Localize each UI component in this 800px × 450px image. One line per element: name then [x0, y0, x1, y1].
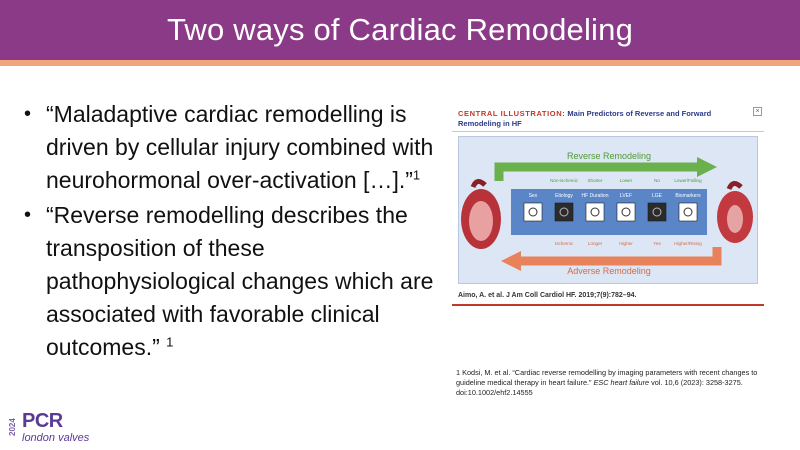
title-bar [0, 0, 800, 60]
pcr-logo [8, 410, 128, 444]
echo-scan-icon [617, 203, 635, 221]
dilated-heart-icon [461, 181, 501, 249]
adverse-value: Longer [587, 241, 603, 246]
central-illustration [452, 106, 764, 306]
footnote-journal: ESC heart failure [593, 378, 650, 387]
test-tube-icon [679, 203, 697, 221]
illustration-heading: Main Predictors of Reverse and Forward Remodeling in HF [458, 109, 712, 128]
predictor-name: LVEF [619, 193, 633, 199]
footnote-main: 1 Kodsi, M. et al. “Cardiac reverse remodelling by imaging parameters with recent changes to guideline medical therapy in heart failure.” [456, 368, 758, 387]
sex-symbols-icon [524, 203, 542, 221]
logo-brand: PCR [22, 410, 63, 432]
bullet-item [22, 98, 442, 197]
remodeling-diagram-svg [459, 137, 759, 285]
illustration-citation: Aimo, A. et al. J Am Coll Cardiol HF. 2019;7(9):782–94. [458, 292, 637, 299]
bullet-dot-icon: • [24, 204, 32, 226]
footnote-tail: vol. 10,6 (2023): 3258-3275. doi:10.1002/ehf2.14555 [456, 378, 743, 397]
bullet-text: “Reverse remodelling describes the transposition of these pathophysiological changes which are associated with favorable clinical outcomes.” [46, 202, 434, 360]
reverse-value: Shorter [587, 178, 603, 183]
remodeling-diagram [458, 136, 758, 284]
adverse-value: Yes [653, 241, 661, 246]
close-icon[interactable]: × [753, 107, 762, 116]
predictor-name: LGE [651, 193, 663, 199]
adverse-remodeling-title: Adverse Remodeling [567, 266, 651, 276]
predictor-column [617, 178, 635, 246]
illustration-label: CENTRAL ILLUSTRATION: [458, 109, 566, 118]
title-accent-line [0, 60, 800, 66]
reverse-remodeling-title: Reverse Remodeling [566, 151, 652, 161]
adverse-arrow [519, 247, 717, 261]
predictor-column [648, 178, 666, 246]
bullet-dot-icon: • [24, 103, 32, 125]
bullet-text: “Maladaptive cardiac remodelling is driven by cellular injury combined with neurohormonal over-activation […].” [46, 101, 434, 193]
predictor-name: HF Duration [581, 193, 609, 199]
reverse-value: No [654, 178, 660, 183]
citation-rule [452, 304, 764, 306]
slide-title: Two ways of Cardiac Remodeling [166, 12, 634, 47]
logo-year: 2024 [8, 418, 17, 436]
bullet-list [22, 98, 442, 366]
heart-scan-icon [555, 203, 573, 221]
bullet-ref: 1 [166, 334, 174, 350]
hourglass-icon [586, 203, 604, 221]
reverse-value: Non-ischemic [550, 178, 578, 183]
reverse-arrow-head-icon [697, 157, 717, 177]
bullet-ref: 1 [412, 167, 421, 183]
normal-heart-icon [717, 183, 753, 243]
reverse-value: Lower/Falling [674, 178, 702, 183]
adverse-arrow-head-icon [501, 251, 521, 271]
predictor-name: Biomarkers [675, 193, 701, 199]
mri-scan-icon [648, 203, 666, 221]
illustration-header [452, 106, 764, 132]
adverse-value: Ischemic [554, 241, 574, 246]
adverse-value: Higher/Rising [674, 241, 702, 246]
adverse-value: Higher [619, 241, 633, 246]
predictor-name: Sex [528, 193, 538, 199]
reverse-value: Lower [619, 178, 633, 183]
predictor-name: Etiology [555, 193, 573, 199]
footnote [456, 368, 786, 398]
bullet-item [22, 199, 442, 364]
logo-subtitle: london valves [22, 432, 90, 444]
